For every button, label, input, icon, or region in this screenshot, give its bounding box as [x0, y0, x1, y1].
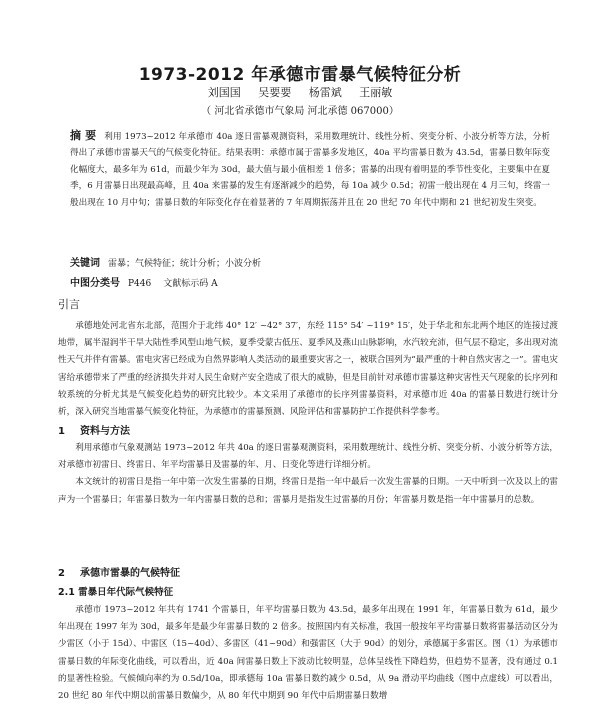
- abstract-text: 利用 1973~2012 年承德市 40a 逐日雷暴观测资料，采用数理统计、线性分析、突变分析、小波分析等方法，分析得出了承德市雷暴天气的气候变化特征。结果表明：承德市属于雷暴多发地区，40a 平均雷暴日数为 43.5d，雷暴日数年际变化幅度大，最多年为 61d，而最少年为 30d，最大值与最小值相差 1 倍多；雷暴的出现有着明显的季节性变化，主要集中在夏季，6 月雷暴日出现最高峰，且 40a 来雷暴的发生有逐渐减少的趋势，每 10a 减少 0.5d；初雷一般出现在 4 月三旬，终雷一般出现在 10 月中旬；雷暴日数的年际变化存在着显著的 7 年周期振荡并且在 20 世纪 70 年代中期和 21 世纪初发生突变。: [70, 132, 550, 208]
- section-1-number: 1: [58, 426, 65, 437]
- section-2-1-heading: [58, 584, 173, 598]
- keywords-label: 关键词: [70, 258, 100, 269]
- section-1-paragraph: 本文统计的初雷日是指一年中第一次发生雷暴的日期，终雷日是指一年中最后一次发生雷暴的日期。一天中听到一次及以上的雷声为一个雷暴日；年雷暴日数为一年内雷暴日数的总和；雷暴月是指发生过雷暴的月份；年雷暴月数是指一年中雷暴月的总数。: [58, 477, 558, 505]
- section-1-title: 资料与方法: [80, 426, 130, 437]
- keywords-text: 雷暴；气候特征；统计分析；小波分析: [108, 259, 262, 269]
- intro-heading: 引言: [58, 298, 80, 311]
- section-1-body: [58, 440, 558, 509]
- section-2-1-paragraph: 承德市 1973~2012 年共有 1741 个雷暴日，年平均雷暴日数为 43.5d，最多年出现在 1991 年，年雷暴日数为 61d，最少年出现在 1997 年为 30d，最多年是最少年雷暴日数的 2 倍多。按照国内有关标准，我国一般按年平均雷暴日数将雷暴活动区分为少雷区（小于 15d）、中雷区（15~40d）、多雷区（41~90d）和强雷区（大于 90d）的划分，承德属于多雷区。图（1）为承德市雷暴日数的年际变化曲线，可以看出，近 40a 间雷暴日数上下波动比较明显，总体呈线性下降趋势，但趋势不显著，没有通过 0.1 的显著性检验。气候倾向率约为 0.5d/10a，即承德每 10a 雷暴日数约减少 0.5d，从 9a 滑动平均曲线（图中点虚线）可以看出，20 世纪 80 年代中期以前雷暴日数偏少，从 80 年代中期到 90 年代中后期雷暴日数增: [58, 605, 558, 702]
- paper-affiliation: （ 河北省承德市气象局 河北承德 067000）: [201, 106, 399, 117]
- abstract-block: [70, 128, 550, 211]
- clc-label: 中图分类号: [70, 278, 120, 289]
- clc-code: P446: [128, 279, 152, 289]
- section-2-1-body: [58, 602, 558, 705]
- section-2-1-number: 2.1: [58, 587, 75, 598]
- abstract-label: 摘 要: [70, 129, 97, 142]
- section-2-number: 2: [58, 568, 65, 579]
- section-2-heading: [58, 564, 180, 579]
- classification-block: [70, 276, 550, 292]
- intro-paragraph: 承德地处河北省东北部，范围介于北纬 40° 12′ ~42° 37′，东经 115° 54′ ~119° 15′，处于华北和东北两个地区的连接过渡地带，属半湿润半干旱大陆性季风型山地气候，夏季受蒙古低压、夏季风及燕山山脉影响，水汽较充沛，但气层不稳定，多出现对流性天气并伴有雷暴。雷电灾害已经成为自然界影响人类活动的最重要灾害之一，被联合国列为“最严重的十种自然灾害之一”。雷电灾害给承德带来了严重的经济损失并对人民生命财产安全造成了很大的威胁，但是目前针对承德市雷暴这种灾害性天气现象的长序列和较系统的分析尤其是气候变化趋势的研究比较少。本文采用了承德市的长序列雷暴资料，对承德市近 40a 的雷暴日数进行统计分析，深入研究当地雷暴气候变化特征，为承德市的雷暴预测、风险评估和雷暴防护工作提供科学参考。: [58, 321, 558, 418]
- keywords-block: [70, 256, 550, 272]
- intro-body: [58, 318, 558, 421]
- paper-authors: 刘国国 吴要要 杨雷斌 王丽敏: [207, 86, 393, 99]
- section-2-title: 承德市雷暴的气候特征: [80, 568, 180, 579]
- section-2-1-title: 雷暴日年代际气候特征: [78, 587, 174, 598]
- paper-title: 1973-2012 年承德市雷暴气候特征分析: [138, 65, 462, 85]
- doc-code: 文献标示码 A: [163, 279, 218, 289]
- section-1-heading: [58, 422, 130, 437]
- section-1-paragraph: 利用承德市气象观测站 1973~2012 年共 40a 的逐日雷暴观测资料，采用数理统计、线性分析、突变分析、小波分析等方法，对承德市初雷日、终雷日、年平均雷暴日及雷暴的年、月、日变化等进行详细分析。: [58, 443, 558, 471]
